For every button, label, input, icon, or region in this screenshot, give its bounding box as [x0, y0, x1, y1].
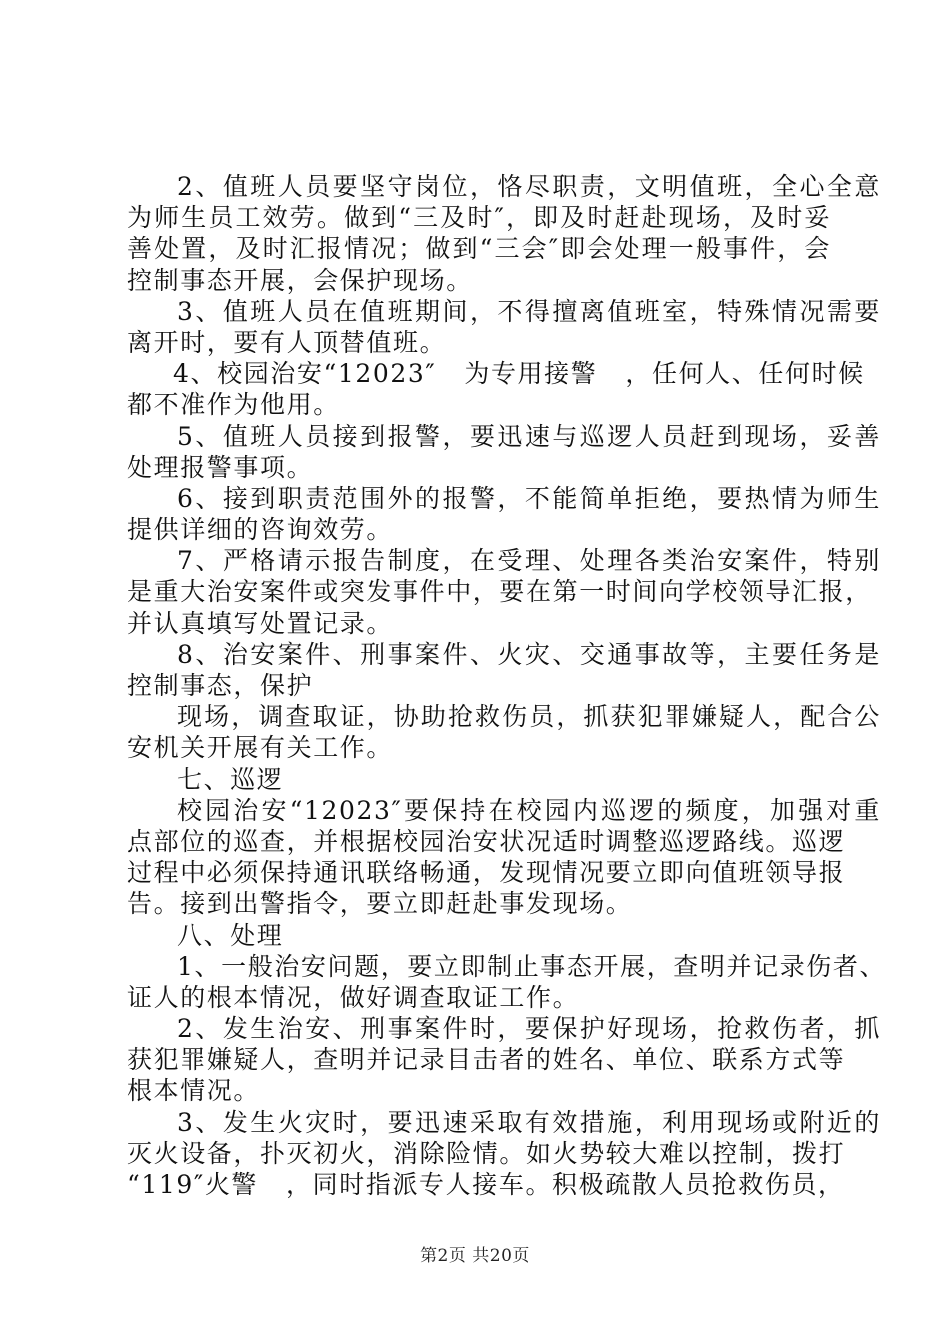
text-segment: ，同时指派专人接车。积极疏散人员抢救伤员， — [286, 1170, 845, 1199]
text-segment: “119″火警 — [127, 1170, 259, 1199]
paragraph-line: 3、发生火灾时，要迅速采取有效措施，利用现场或附近的 — [177, 1107, 881, 1137]
paragraph-line: 过程中必须保持通讯联络畅通，发现情况要立即向值班领导报 — [127, 858, 846, 888]
paragraph-line: 校园治安“12023″要保持在校园内巡逻的频度，加强对重 — [177, 795, 881, 825]
paragraph-line: 现场，调查取证，协助抢救伤员，抓获犯罪嫌疑人，配合公 — [177, 702, 881, 732]
paragraph-line: 善处置，及时汇报情况；做到“三会″即会处理一般事件，会 — [127, 234, 831, 264]
paragraph-line: 灭火设备，扑灭初火，消除险情。如火势较大难以控制，拨打 — [127, 1138, 846, 1168]
document-body — [127, 171, 887, 1200]
paragraph-line: 5、值班人员接到报警，要迅速与巡逻人员赶到现场，妥善 — [177, 421, 881, 451]
paragraph-line: 点部位的巡查，并根据校园治安状况适时调整巡逻路线。巡逻 — [127, 826, 846, 856]
paragraph-line: 是重大治安案件或突发事件中，要在第一时间向学校领导汇报， — [127, 577, 872, 607]
paragraph-line: 离开时，要有人顶替值班。 — [127, 327, 447, 357]
section-heading: 七、巡逻 — [177, 764, 284, 794]
text-segment: 4、校园治安“12023″ — [173, 359, 437, 389]
paragraph-line: 控制事态，保护 — [127, 671, 314, 700]
paragraph-line: 8、治安案件、刑事案件、火灾、交通事故等，主要任务是 — [177, 639, 881, 669]
paragraph-line: 都不准作为他用。 — [127, 390, 340, 420]
paragraph-line: 获犯罪嫌疑人，查明并记录目击者的姓名、单位、联系方式等 — [127, 1045, 846, 1075]
paragraph-line: 控制事态开展，会保护现场。 — [127, 265, 473, 295]
paragraph-line — [127, 1169, 845, 1200]
paragraph-line: 证人的根本情况，做好调查取证工作。 — [127, 982, 580, 1012]
paragraph-line: 为师生员工效劳。做到“三及时″，即及时赶赴现场，及时妥 — [127, 203, 831, 233]
paragraph-line: 7、严格请示报告制度，在受理、处理各类治安案件，特别 — [177, 546, 881, 576]
paragraph-line: 2、发生治安、刑事案件时，要保护好现场，抢救伤者，抓 — [177, 1014, 881, 1044]
paragraph-line: 1、一般治安问题，要立即制止事态开展，查明并记录伤者、 — [177, 951, 887, 981]
text-segment: ，任何人、任何时候 — [625, 359, 865, 389]
paragraph-line: 6、接到职责范围外的报警，不能简单拒绝，要热情为师生 — [177, 483, 881, 513]
paragraph-line: 3、值班人员在值班期间，不得擅离值班室，特殊情况需要 — [177, 296, 881, 326]
paragraph-line: 并认真填写处置记录。 — [127, 608, 394, 638]
text-segment: 为专用接警 — [464, 359, 598, 389]
paragraph-line: 安机关开展有关工作。 — [127, 733, 394, 763]
paragraph-line: 处理报警事项。 — [127, 452, 314, 482]
page-number-footer: 第2页 共20页 — [420, 1246, 530, 1266]
paragraph-line: 提供详细的咨询效劳。 — [127, 515, 394, 545]
paragraph-line — [127, 358, 865, 389]
paragraph-line: 2、值班人员要坚守岗位，恪尽职责，文明值班，全心全意 — [177, 172, 881, 201]
paragraph-line: 根本情况。 — [127, 1076, 261, 1106]
paragraph-line: 告。接到出警指令，要立即赶赴事发现场。 — [127, 889, 633, 919]
section-heading: 八、处理 — [177, 920, 284, 950]
